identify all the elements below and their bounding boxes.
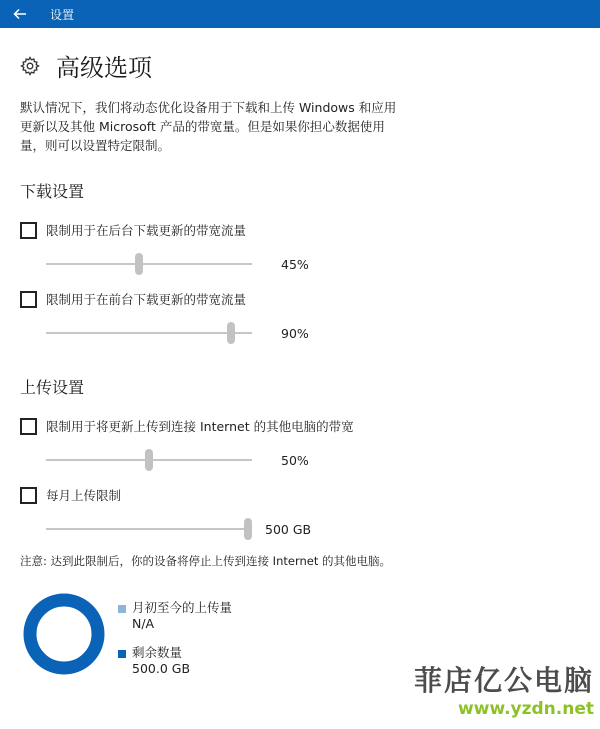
slider-thumb[interactable] bbox=[135, 253, 143, 275]
internet-upload-value: 50% bbox=[281, 453, 309, 468]
watermark-text: 菲店亿公电脑 bbox=[413, 664, 594, 697]
legend-remaining-value: 500.0 GB bbox=[132, 661, 191, 676]
background-download-limit-label: 限制用于在后台下载更新的带宽流量 bbox=[46, 223, 247, 238]
monthly-upload-value: 500 GB bbox=[265, 522, 312, 537]
slider-thumb[interactable] bbox=[145, 449, 153, 471]
foreground-download-limit-label: 限制用于在前台下载更新的带宽流量 bbox=[46, 292, 247, 307]
title-bar bbox=[0, 0, 600, 28]
monthly-upload-slider[interactable] bbox=[46, 518, 252, 540]
window-title: 设置 bbox=[50, 7, 75, 22]
monthly-upload-limit-label: 每月上传限制 bbox=[46, 488, 122, 503]
description-line-2: 更新以及其他 Microsoft 产品的带宽量。但是如果你担心数据使用 bbox=[20, 119, 385, 134]
background-download-limit-checkbox[interactable] bbox=[20, 222, 37, 239]
slider-track bbox=[46, 528, 252, 530]
description-line-3: 量，则可以设置特定限制。 bbox=[20, 138, 171, 153]
legend-uploaded-label: 月初至今的上传量 bbox=[132, 600, 233, 615]
legend-uploaded-swatch bbox=[118, 605, 126, 613]
legend-remaining-label: 剩余数量 bbox=[132, 645, 183, 660]
upload-limit-note: 注意: 达到此限制后，你的设备将停止上传到连接 Internet 的其他电脑。 bbox=[20, 554, 392, 568]
foreground-download-limit-checkbox[interactable] bbox=[20, 291, 37, 308]
slider-thumb[interactable] bbox=[227, 322, 235, 344]
internet-upload-limit-checkbox[interactable] bbox=[20, 418, 37, 435]
watermark-url: www.yzdn.net bbox=[458, 699, 594, 719]
donut-remaining-ring bbox=[30, 600, 98, 668]
back-button[interactable] bbox=[0, 0, 40, 28]
download-section-title: 下载设置 bbox=[20, 182, 85, 201]
page-header bbox=[20, 48, 152, 83]
background-download-value: 45% bbox=[281, 257, 309, 272]
legend-uploaded-value: N/A bbox=[132, 616, 155, 631]
slider-thumb[interactable] bbox=[244, 518, 252, 540]
watermark bbox=[414, 659, 594, 719]
internet-upload-limit-label: 限制用于将更新上传到连接 Internet 的其他电脑的带宽 bbox=[46, 419, 354, 434]
page-title: 高级选项 bbox=[56, 54, 152, 82]
monthly-upload-limit-checkbox-row[interactable] bbox=[20, 486, 121, 504]
internet-upload-slider[interactable] bbox=[46, 449, 252, 471]
upload-section-title: 上传设置 bbox=[20, 378, 85, 397]
slider-track bbox=[46, 263, 252, 265]
legend-remaining-swatch bbox=[118, 650, 126, 658]
internet-upload-limit-checkbox-row[interactable] bbox=[20, 417, 354, 435]
arrow-left-icon bbox=[13, 7, 27, 21]
foreground-download-limit-checkbox-row[interactable] bbox=[20, 290, 246, 308]
background-download-limit-checkbox-row[interactable] bbox=[20, 221, 246, 239]
foreground-download-slider[interactable] bbox=[46, 322, 252, 344]
background-download-slider[interactable] bbox=[46, 253, 252, 275]
foreground-download-value: 90% bbox=[281, 326, 309, 341]
monthly-upload-limit-checkbox[interactable] bbox=[20, 487, 37, 504]
gear-icon bbox=[20, 56, 40, 76]
description bbox=[20, 98, 415, 155]
description-line-1: 默认情况下，我们将动态优化设备用于下载和上传 Windows 和应用 bbox=[20, 100, 397, 115]
usage-donut-chart bbox=[22, 592, 106, 676]
slider-track bbox=[46, 332, 252, 334]
